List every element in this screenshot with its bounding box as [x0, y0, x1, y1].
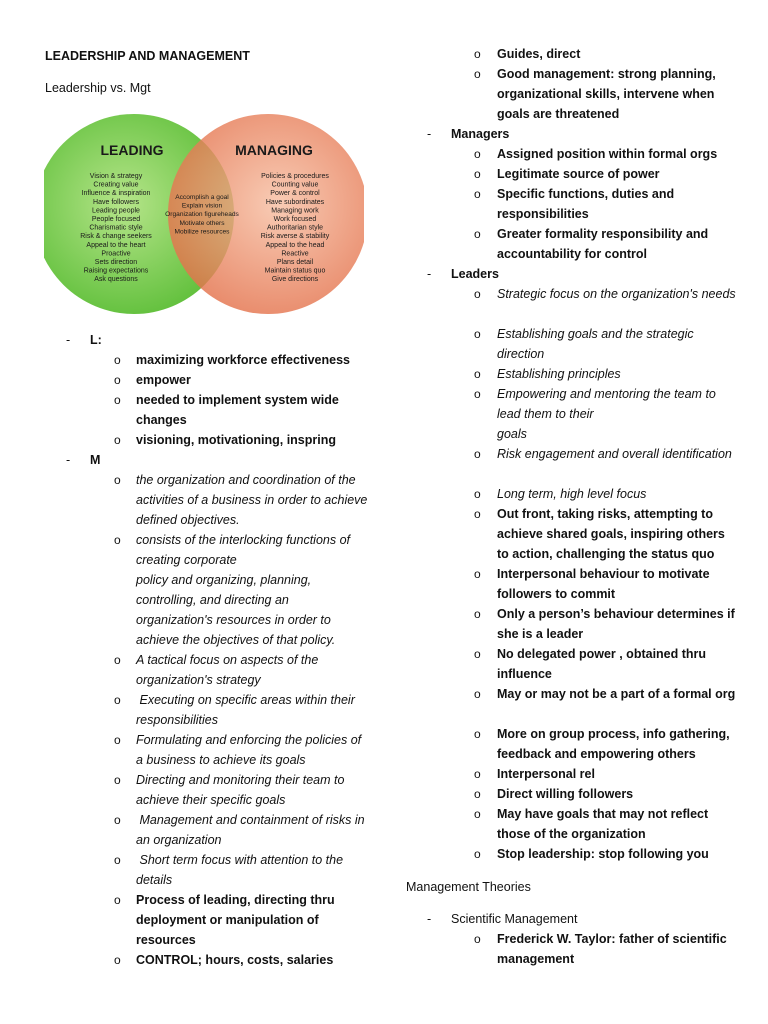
venn-list-item: Sets direction — [94, 259, 138, 266]
venn-list-item: Appeal to the heart — [86, 241, 146, 249]
list-item: Strategic focus on the organization's needs — [497, 287, 736, 301]
venn-list-item: Raising expectations — [83, 267, 149, 275]
list-dash-marker: - — [66, 333, 71, 347]
leading-list — [80, 173, 152, 283]
list-item: Establishing principles — [497, 367, 621, 381]
list-item: empower — [136, 373, 191, 387]
bullet-marker: o — [114, 813, 121, 827]
managing-title: MANAGING — [235, 142, 313, 158]
list-item: the organization and coordination of the activities of a business in order to achieve defined objectives. — [136, 473, 368, 527]
bullet-marker: o — [114, 653, 121, 667]
bullet-marker: o — [114, 373, 121, 387]
list-item: Management and containment of risks in an organization — [136, 813, 369, 847]
bullet-marker: o — [114, 853, 121, 867]
leading-title: LEADING — [100, 142, 164, 158]
venn-list-item: Appeal to the head — [265, 241, 325, 249]
venn-list-item: Risk averse & stability — [260, 233, 330, 241]
list-item: maximizing workforce effectiveness — [136, 353, 350, 367]
bullet-marker: o — [474, 387, 481, 401]
list-item: Out front, taking risks, attempting to achieve shared goals, inspiring others to action, challenging the status quo — [497, 507, 725, 561]
section-label-m: M — [90, 453, 101, 467]
venn-list-item: Organization figureheads — [165, 211, 239, 219]
venn-list-item: Vision & strategy — [89, 173, 143, 180]
bullet-marker: o — [114, 773, 121, 787]
venn-list-item: Have subordinates — [265, 198, 325, 206]
bullet-marker: o — [474, 67, 481, 81]
list-item: CONTROL; hours, costs, salaries — [136, 953, 334, 967]
list-item: Greater formality responsibility and accountability for control — [497, 227, 709, 261]
venn-list-item: Power & control — [270, 190, 320, 198]
bullet-marker: o — [114, 693, 121, 707]
list-dash-marker: - — [66, 453, 71, 467]
list-item: Only a person’s behaviour determines if she is a leader — [497, 607, 735, 641]
venn-list-item: Maintain status quo — [264, 267, 326, 275]
bullet-marker: o — [474, 367, 481, 381]
bullet-marker: o — [474, 807, 481, 821]
list-item: Guides, direct — [497, 47, 581, 61]
list-item: Long term, high level focus — [497, 487, 647, 501]
bullet-marker: o — [474, 447, 481, 461]
leading-managing-venn-diagram — [44, 112, 364, 317]
venn-list-item: Accomplish a goal — [175, 194, 229, 201]
bullet-marker: o — [474, 487, 481, 501]
bullet-marker: o — [474, 187, 481, 201]
list-item: Short term focus with attention to the details — [136, 853, 347, 887]
list-dash-marker: - — [427, 267, 432, 281]
section-label-l: L: — [90, 333, 102, 347]
bullet-marker: o — [474, 507, 481, 521]
venn-list-item: Work focused — [273, 216, 317, 223]
bullet-marker: o — [474, 767, 481, 781]
venn-list-item: Ask questions — [94, 276, 138, 284]
list-item: Establishing goals and the strategic direction — [497, 327, 694, 361]
list-item: Interpersonal rel — [497, 767, 595, 781]
list-item: Directing and monitoring their team to achieve their specific goals — [136, 773, 345, 807]
list-item-continued: policy and organizing, planning, controlling, and directing an organization's resources in order to achieve the objectives of that policy. — [136, 573, 336, 647]
list-item: Good management: strong planning, organizational skills, intervene when goals are threatened — [497, 67, 716, 121]
bullet-marker: o — [474, 567, 481, 581]
list-item: Direct willing followers — [497, 787, 634, 801]
list-item: Process of leading, directing thru deployment or manipulation of resources — [136, 893, 335, 947]
venn-list-item: Mobilize resources — [174, 228, 230, 236]
list-item: Legitimate source of power — [497, 167, 660, 181]
list-item-continued: goals — [497, 427, 527, 441]
document-title: LEADERSHIP AND MANAGEMENT — [45, 49, 250, 63]
list-item: consists of the interlocking functions of creating corporate — [136, 533, 351, 567]
bullet-marker: o — [474, 607, 481, 621]
bullet-marker: o — [114, 353, 121, 367]
list-item: More on group process, info gathering, feedback and empowering others — [497, 727, 730, 761]
list-item: Executing on specific areas within their responsibilities — [136, 693, 359, 727]
venn-list-item: Leading people — [92, 207, 140, 215]
venn-list-item: Reactive — [281, 250, 309, 258]
list-dash-marker: - — [427, 912, 432, 926]
venn-list-item: Proactive — [101, 250, 131, 258]
venn-list-item: Creating value — [93, 181, 139, 189]
list-item: Specific functions, duties and responsibilities — [497, 187, 675, 221]
bullet-marker: o — [474, 227, 481, 241]
bullet-marker: o — [474, 167, 481, 181]
list-item: Stop leadership: stop following you — [497, 847, 709, 861]
venn-list-item: Influence & inspiration — [81, 190, 151, 198]
venn-list-item: Managing work — [271, 207, 319, 215]
managing-list — [261, 173, 330, 283]
bullet-marker: o — [474, 327, 481, 341]
bullet-marker: o — [474, 47, 481, 61]
venn-list-item: Charismatic style — [89, 224, 143, 232]
bullet-marker: o — [114, 953, 121, 967]
bullet-marker: o — [474, 687, 481, 701]
bullet-marker: o — [114, 733, 121, 747]
venn-list-item: Authoritarian style — [266, 224, 324, 232]
list-item: A tactical focus on aspects of the organization's strategy — [136, 653, 319, 687]
venn-list-item: Plans detail — [276, 259, 314, 266]
overlap-list — [165, 194, 239, 235]
document-subtitle: Leadership vs. Mgt — [45, 81, 151, 95]
venn-list-item: Motivate others — [179, 219, 225, 227]
venn-list-item: Explain vision — [181, 202, 223, 210]
bullet-marker: o — [474, 647, 481, 661]
list-item: Interpersonal behaviour to motivate followers to commit — [497, 567, 710, 601]
bullet-marker: o — [114, 433, 121, 447]
bullet-marker: o — [114, 533, 121, 547]
section-heading-management-theories: Management Theories — [406, 880, 531, 894]
list-item: May or may not be a part of a formal org — [497, 687, 736, 701]
list-item: Risk engagement and overall identification — [497, 447, 732, 461]
bullet-marker: o — [114, 473, 121, 487]
venn-list-item: People focused — [91, 216, 141, 223]
bullet-marker: o — [474, 847, 481, 861]
bullet-marker: o — [474, 147, 481, 161]
list-item: Assigned position within formal orgs — [497, 147, 718, 161]
list-item: Frederick W. Taylor: father of scientific management — [497, 932, 727, 966]
bullet-marker: o — [114, 393, 121, 407]
bullet-marker: o — [114, 893, 121, 907]
section-label-scientific-management: Scientific Management — [451, 912, 578, 926]
list-dash-marker: - — [427, 127, 432, 141]
bullet-marker: o — [474, 932, 481, 946]
venn-list-item: Give directions — [271, 276, 319, 284]
venn-list-item: Risk & change seekers — [80, 233, 152, 241]
list-item: No delegated power , obtained thru influence — [497, 647, 707, 681]
list-item: May have goals that may not reflect those of the organization — [497, 807, 709, 841]
list-item: visioning, motivationing, inspring — [136, 433, 336, 447]
bullet-marker: o — [474, 787, 481, 801]
bullet-marker: o — [474, 727, 481, 741]
list-item: needed to implement system wide changes — [136, 393, 339, 427]
section-label-leaders: Leaders — [451, 267, 499, 281]
section-label-managers: Managers — [451, 127, 510, 141]
venn-list-item: Policies & procedures — [261, 173, 329, 180]
bullet-marker: o — [474, 287, 481, 301]
list-item: Formulating and enforcing the policies of a business to achieve its goals — [136, 733, 362, 767]
venn-list-item: Counting value — [271, 181, 319, 189]
venn-list-item: Have followers — [93, 198, 139, 206]
list-item: Empowering and mentoring the team to lead them to their — [497, 387, 716, 421]
